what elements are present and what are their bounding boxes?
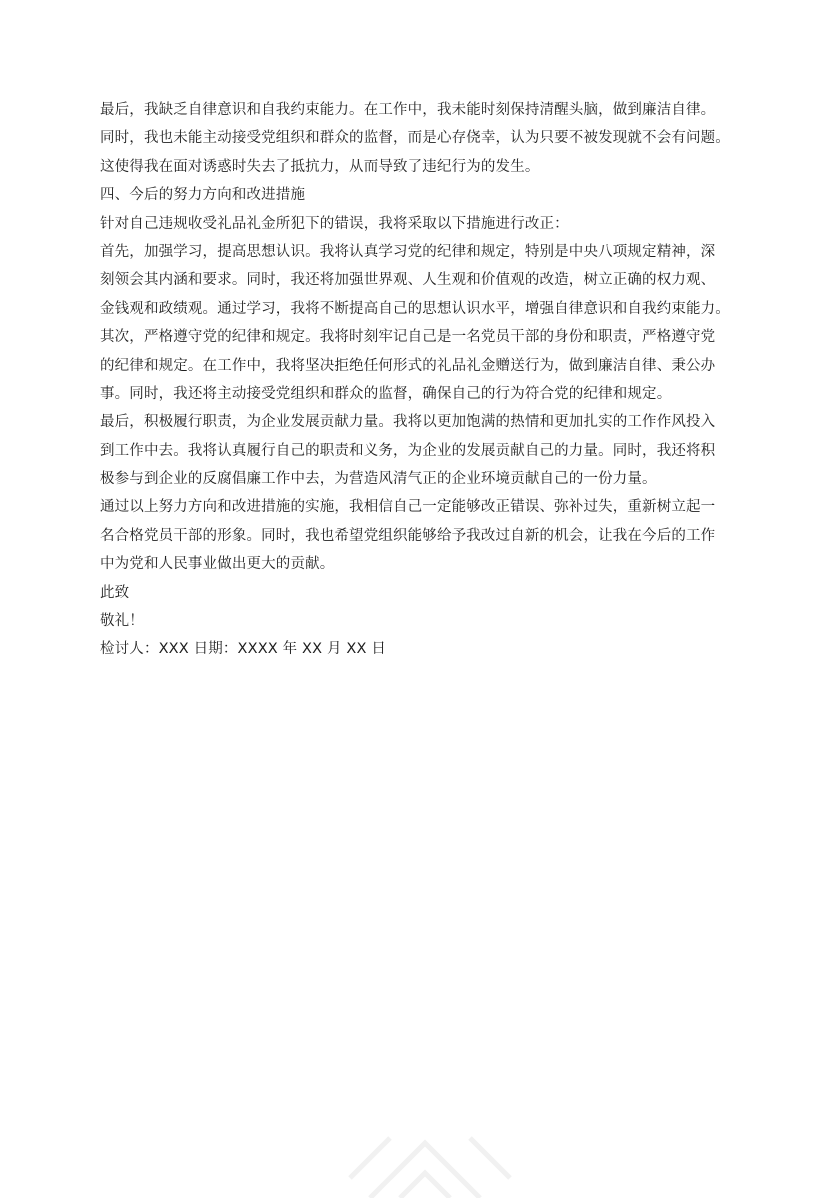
- paragraph-line: 通过以上努力方向和改进措施的实施，我相信自己一定能够改正错误、弥补过失，重新树立起一: [100, 499, 716, 516]
- salutation-line: 敬礼！: [100, 613, 144, 630]
- paragraph-line: 首先，加强学习，提高思想认识。我将认真学习党的纪律和规定，特别是中央八项规定精神，深: [100, 243, 716, 260]
- paragraph-line: 的纪律和规定。在工作中，我将坚决拒绝任何形式的礼品礼金赠送行为，做到廉洁自律、秉公办: [100, 357, 716, 374]
- paragraph-line: 名合格党员干部的形象。同时，我也希望党组织能够给予我改过自新的机会，让我在今后的工作: [100, 527, 716, 544]
- paragraph-line: 刻领会其内涵和要求。同时，我还将加强世界观、人生观和价值观的改造，树立正确的权力观、: [100, 272, 716, 289]
- paragraph-line: 金钱观和政绩观。通过学习，我将不断提高自己的思想认识水平，增强自律意识和自我约束能力。: [100, 300, 730, 317]
- section-heading: 四、今后的努力方向和改进措施: [100, 187, 306, 204]
- paragraph-line: 到工作中去。我将认真履行自己的职责和义务，为企业的发展贡献自己的力量。同时，我还将积: [100, 442, 716, 459]
- paragraph-line: 最后，积极履行职责，为企业发展贡献力量。我将以更加饱满的热情和更加扎实的工作作风投入: [100, 414, 716, 431]
- paragraph-line: 事。同时，我还将主动接受党组织和群众的监督，确保自己的行为符合党的纪律和规定。: [100, 385, 672, 402]
- paragraph-line: 中为党和人民事业做出更大的贡献。: [100, 556, 335, 573]
- paragraph-line: 最后，我缺乏自律意识和自我约束能力。在工作中，我未能时刻保持清醒头脑，做到廉洁自律。: [100, 102, 716, 118]
- paragraph-line: 其次，严格遵守党的纪律和规定。我将时刻牢记自己是一名党员干部的身份和职责，严格遵守党: [100, 329, 716, 346]
- paragraph-line: 极参与到企业的反腐倡廉工作中去，为营造风清气正的企业环境贡献自己的一份力量。: [100, 471, 657, 488]
- paragraph-line: 针对自己违规收受礼品礼金所犯下的错误，我将采取以下措施进行改正：: [100, 215, 569, 232]
- paragraph-line: 这使得我在面对诱惑时失去了抵抗力，从而导致了违纪行为的发生。: [100, 158, 540, 175]
- paragraph-line: 同时，我也未能主动接受党组织和群众的监督，而是心存侥幸，认为只要不被发现就不会有问题。: [100, 130, 730, 147]
- document-body: [100, 96, 740, 664]
- closing-line: 此致: [100, 584, 130, 601]
- watermark-logo: [330, 1108, 530, 1198]
- signature-line: 检讨人：XXX 日期：XXXX 年 XX 月 XX 日: [100, 641, 386, 658]
